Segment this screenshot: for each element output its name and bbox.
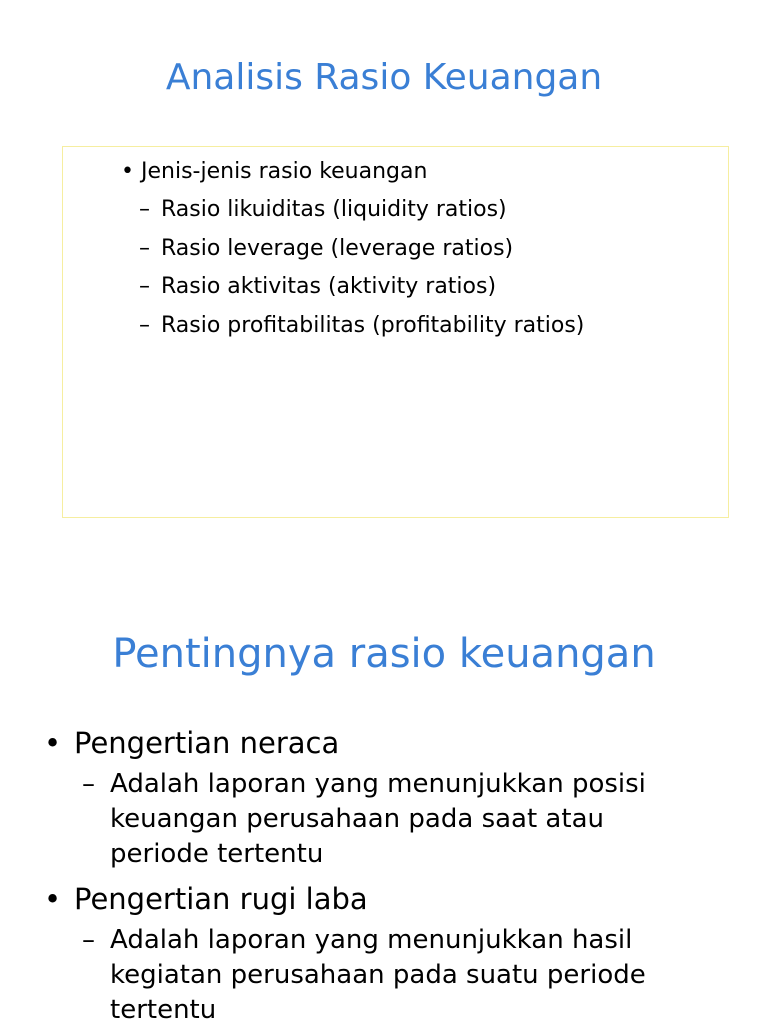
list-item [63, 153, 728, 191]
dash-marker: – [139, 197, 150, 222]
list-item-text: Jenis-jenis rasio keuangan [141, 159, 428, 184]
list-item-text: Pengertian neraca [74, 726, 340, 760]
dash-marker: – [82, 925, 95, 955]
dash-marker: – [139, 235, 150, 261]
definition-list [0, 722, 768, 1034]
slide-1-title: Analisis Rasio Keuangan [165, 57, 603, 98]
ratio-list [63, 153, 728, 345]
sub-list-item-rugi-laba [0, 923, 768, 1028]
sub-list-item-activity [63, 268, 728, 307]
sub-list-item-text: Rasio profitabilitas (profitability ratios) [161, 312, 585, 338]
dash-marker: – [139, 312, 150, 338]
list-item-text: Pengertian rugi laba [74, 882, 368, 916]
sub-list-item-text: Rasio aktivitas (aktivity ratios) [161, 274, 497, 299]
bullet-marker: • [44, 726, 62, 760]
dash-marker: – [139, 274, 150, 299]
bullet-marker: • [44, 882, 62, 916]
content-box [62, 146, 729, 518]
sub-list-item-leverage [63, 230, 728, 269]
sub-list-item-text: Rasio likuiditas (liquidity ratios) [161, 197, 507, 222]
sub-list-item-text: Adalah laporan yang menunjukkan hasil kegiatan perusahaan pada suatu periode tertentu [110, 925, 646, 1025]
sub-list-item-neraca [0, 767, 768, 872]
list-item-neraca [0, 722, 768, 764]
sub-list-item-text: Rasio leverage (leverage ratios) [161, 235, 514, 261]
list-item-rugi-laba [0, 878, 768, 920]
bullet-marker: • [121, 159, 134, 184]
slide-2-title: Pentingnya rasio keuangan [112, 631, 656, 677]
sub-list-item-liquidity [63, 191, 728, 230]
dash-marker: – [82, 769, 95, 799]
sub-list-item-text: Adalah laporan yang menunjukkan posisi keuangan perusahaan pada saat atau periode tertentu [110, 769, 646, 869]
slide-2 [0, 600, 768, 1024]
sub-list-item-profitability [63, 307, 728, 346]
